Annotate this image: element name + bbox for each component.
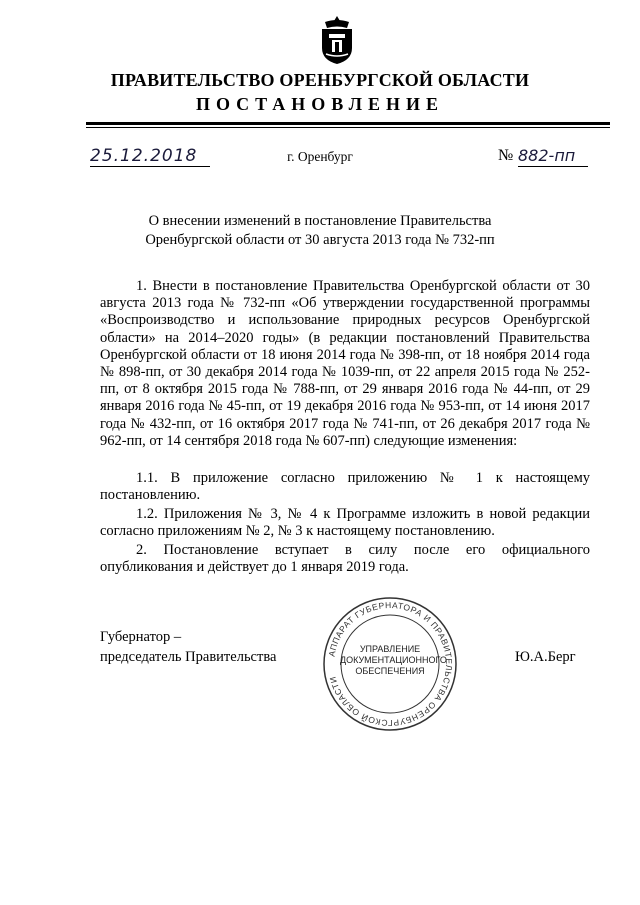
signatory-title-line-1: Губернатор – (100, 629, 182, 645)
document-number: 882-пп (518, 146, 588, 167)
paragraph-2: 2. Постановление вступает в силу после его официального опубликования и действует до 1 января 2019 года. (100, 542, 590, 576)
seal-line-2: ДОКУМЕНТАЦИОННОГО (340, 655, 447, 665)
number-label: № (498, 147, 514, 164)
paragraph-1-1: 1.1. В приложение согласно приложению № 1 к настоящему постановлению. (100, 470, 590, 504)
seal-center-text (340, 644, 447, 677)
signatory-title (100, 627, 276, 667)
seal-line-3: ОБЕСПЕЧЕНИЯ (355, 666, 425, 676)
paragraph-1: 1. Внести в постановление Правительства Оренбургской области от 30 августа 2013 года № 732-пп «Об утверждении государственной программы «Воспроизводство и использование природных ресурсов Оренбургской области» на 2014–2020 годы» (в редакции постановлений Правительства Оренбургской области от 18 июня 2014 года № 398-пп, от 18 ноября 2014 года № 898-пп, от 30 декабря 2014 года № 1039-пп, от 22 апреля 2015 года № 252-пп, от 8 октября 2015 года № 788-пп, от 29 января 2016 года № 44-пп, от 29 января 2016 года № 45-пп, от 19 декабря 2016 года № 953-пп, от 14 июня 2017 года № 432-пп, от 16 октября 2017 года № 741-пп, от 26 декабря 2017 года № 962-пп, от 14 сентября 2018 года № 607-пп) следующие изменения: (100, 278, 590, 449)
document-type: ПОСТАНОВЛЕНИЕ (195, 94, 445, 114)
signatory-title-line-2: председатель Правительства (100, 649, 277, 665)
seal-ring-text: АППАРАТ ГУБЕРНАТОРА И ПРАВИТЕЛЬСТВА ОРЕНБУРГСКОЙ ОБЛАСТИ (326, 599, 455, 729)
government-title: ПРАВИТЕЛЬСТВО ОРЕНБУРГСКОЙ ОБЛАСТИ (110, 70, 530, 90)
document-city: г. Оренбург (287, 149, 353, 164)
paragraph-1-2: 1.2. Приложения № 3, № 4 к Программе изложить в новой редакции согласно приложениям № 2, № 3 к настоящему постановлению. (100, 506, 590, 540)
seal-line-1: УПРАВЛЕНИЕ (359, 644, 421, 654)
subject-line-1: О внесении изменений в постановление Правительства (148, 213, 492, 229)
subject-line-2: Оренбургской области от 30 августа 2013 года № 732-пп (145, 232, 495, 248)
signatory-name: Ю.А.Берг (515, 649, 576, 665)
coat-of-arms-icon (317, 14, 357, 66)
document-date: 25.12.2018 (90, 146, 210, 167)
header-rule-thick (86, 122, 610, 125)
header-rule-thin (86, 127, 610, 128)
document-subject (110, 212, 530, 250)
